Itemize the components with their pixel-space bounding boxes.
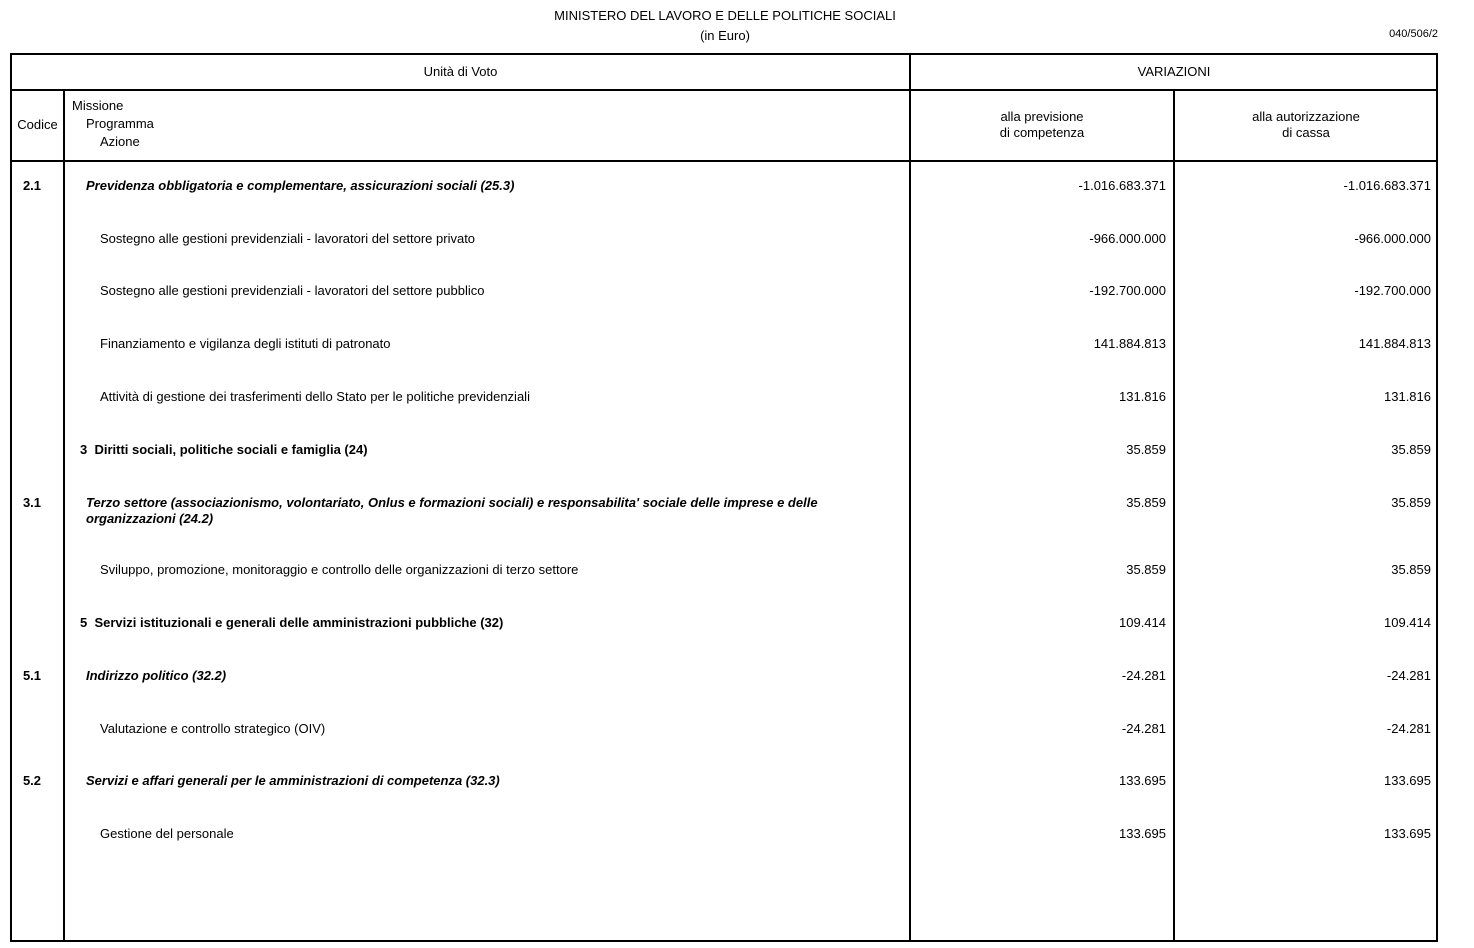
row-competenza: -24.281 bbox=[1121, 721, 1166, 736]
row-label: Sostegno alle gestioni previdenziali - lavoratori del settore pubblico bbox=[100, 283, 485, 298]
row-competenza: 133.695 bbox=[1119, 826, 1166, 841]
row-label: Terzo settore (associazionismo, volontariato, Onlus e formazioni sociali) e responsabilita' sociale delle imprese e delle organizzazioni (24.2) bbox=[86, 495, 818, 526]
row-cassa: 131.816 bbox=[1384, 389, 1431, 404]
row-cassa: 133.695 bbox=[1384, 826, 1431, 841]
currency-note: (in Euro) bbox=[700, 28, 750, 43]
page-code: 040/506/2 bbox=[1389, 28, 1438, 40]
table-row bbox=[0, 178, 1474, 218]
row-cassa: 109.414 bbox=[1384, 615, 1431, 630]
ministry-title: MINISTERO DEL LAVORO E DELLE POLITICHE SOCIALI bbox=[554, 8, 896, 23]
row-cassa: -966.000.000 bbox=[1354, 231, 1431, 246]
header-divider-1 bbox=[10, 89, 1438, 91]
row-cassa: 35.859 bbox=[1391, 562, 1431, 577]
row-cassa: -24.281 bbox=[1386, 721, 1431, 736]
row-competenza: -1.016.683.371 bbox=[1078, 178, 1166, 193]
header-competenza-line1: alla previsione bbox=[1000, 109, 1084, 124]
row-cassa: 141.884.813 bbox=[1358, 336, 1431, 351]
row-label: 5 Servizi istituzionali e generali delle amministrazioni pubbliche (32) bbox=[80, 615, 504, 630]
table-row bbox=[0, 283, 1474, 323]
row-cassa: 133.695 bbox=[1384, 773, 1431, 788]
table-row bbox=[0, 495, 1474, 535]
row-competenza: 141.884.813 bbox=[1093, 336, 1166, 351]
header-codice: Codice bbox=[17, 117, 58, 132]
row-competenza: 131.816 bbox=[1119, 389, 1166, 404]
header-variazioni: VARIAZIONI bbox=[1137, 64, 1211, 79]
row-label: Attività di gestione dei trasferimenti dello Stato per le politiche previdenziali bbox=[100, 389, 530, 404]
row-cassa: 35.859 bbox=[1391, 495, 1431, 510]
row-label: Finanziamento e vigilanza degli istituti di patronato bbox=[100, 336, 391, 351]
header-cassa-line2: di cassa bbox=[1282, 125, 1330, 140]
row-competenza: 35.859 bbox=[1126, 442, 1166, 457]
table-row bbox=[0, 668, 1474, 708]
header-divider-2 bbox=[10, 160, 1438, 162]
row-competenza: 109.414 bbox=[1119, 615, 1166, 630]
header-cassa-line1: alla autorizzazione bbox=[1252, 109, 1360, 124]
row-cassa: 35.859 bbox=[1391, 442, 1431, 457]
row-competenza: -192.700.000 bbox=[1089, 283, 1166, 298]
row-label: Previdenza obbligatoria e complementare, assicurazioni sociali (25.3) bbox=[86, 178, 515, 193]
row-competenza: 35.859 bbox=[1126, 495, 1166, 510]
row-label: Valutazione e controllo strategico (OIV) bbox=[100, 721, 326, 736]
row-code: 2.1 bbox=[22, 178, 42, 193]
row-competenza: 133.695 bbox=[1119, 773, 1166, 788]
row-cassa: -192.700.000 bbox=[1354, 283, 1431, 298]
table-row bbox=[0, 562, 1474, 602]
header-programma: Programma bbox=[86, 116, 154, 131]
header-missione: Missione bbox=[72, 98, 124, 113]
row-cassa: -1.016.683.371 bbox=[1343, 178, 1431, 193]
row-code: 5.2 bbox=[22, 773, 42, 788]
table-row bbox=[0, 442, 1474, 482]
header-unita-di-voto: Unità di Voto bbox=[423, 64, 498, 79]
table-row bbox=[0, 721, 1474, 761]
row-label: Sostegno alle gestioni previdenziali - lavoratori del settore privato bbox=[100, 231, 476, 246]
row-label: 3 Diritti sociali, politiche sociali e famiglia (24) bbox=[80, 442, 368, 457]
row-label: Servizi e affari generali per le amministrazioni di competenza (32.3) bbox=[86, 773, 500, 788]
row-competenza: -966.000.000 bbox=[1089, 231, 1166, 246]
row-competenza: 35.859 bbox=[1126, 562, 1166, 577]
row-label: Indirizzo politico (32.2) bbox=[86, 668, 227, 683]
table-row bbox=[0, 826, 1474, 866]
row-label: Sviluppo, promozione, monitoraggio e controllo delle organizzazioni di terzo settore bbox=[100, 562, 579, 577]
header-competenza-line2: di competenza bbox=[999, 125, 1085, 140]
row-code: 3.1 bbox=[22, 495, 42, 510]
table-row bbox=[0, 773, 1474, 813]
row-label: Gestione del personale bbox=[100, 826, 234, 841]
row-code: 5.1 bbox=[22, 668, 42, 683]
table-row bbox=[0, 336, 1474, 376]
row-competenza: -24.281 bbox=[1121, 668, 1166, 683]
table-row bbox=[0, 231, 1474, 271]
header-azione: Azione bbox=[100, 134, 140, 149]
table-row bbox=[0, 615, 1474, 655]
table-row bbox=[0, 389, 1474, 429]
row-cassa: -24.281 bbox=[1386, 668, 1431, 683]
